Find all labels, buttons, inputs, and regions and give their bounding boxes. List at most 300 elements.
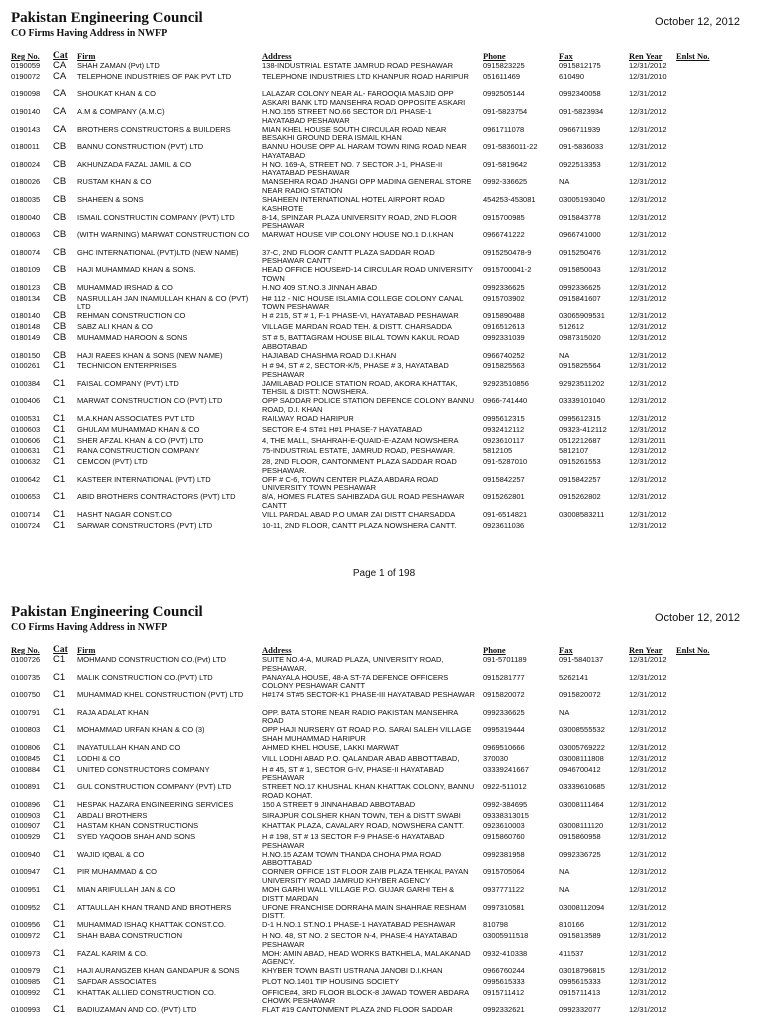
address-cell: H # 45, ST # 1, SECTOR G-IV, PHASE-II HAYATABAD PESHAWAR bbox=[262, 764, 444, 783]
category-cell: CA bbox=[53, 105, 67, 117]
ren-year-cell: 12/31/2012 bbox=[629, 782, 667, 792]
address-cell: 10-11, 2ND FLOOR, CANTT PLAZA NOWSHERA CANTT. bbox=[262, 520, 457, 530]
phone-cell: 0915703902 bbox=[483, 293, 525, 303]
phone-cell: 0915711412 bbox=[483, 987, 525, 997]
phone-cell: 0915700985 bbox=[483, 212, 525, 222]
table-row bbox=[0, 901, 768, 922]
report-subtitle: CO Firms Having Address in NWFP bbox=[11, 28, 168, 39]
ren-year-cell: 12/31/2012 bbox=[629, 457, 667, 467]
reg-no-cell: 0100979 bbox=[11, 966, 41, 976]
table-row bbox=[0, 519, 768, 533]
category-cell: C1 bbox=[53, 752, 66, 764]
reg-no-cell: 0100631 bbox=[11, 446, 41, 456]
table-row bbox=[0, 193, 768, 214]
firm-name-cell: INAYATULLAH KHAN AND CO bbox=[77, 742, 181, 752]
firm-name-cell: SHER AFZAL KHAN & CO (PVT) LTD bbox=[77, 435, 204, 445]
phone-cell: 0932412112 bbox=[483, 424, 525, 434]
category-cell: CB bbox=[53, 211, 67, 223]
firm-name-cell: BADIUZAMAN AND CO. (PVT) LTD bbox=[77, 1005, 197, 1015]
category-cell: C1 bbox=[53, 434, 66, 446]
reg-no-cell: 0100735 bbox=[11, 672, 41, 682]
fax-cell: NA bbox=[559, 177, 570, 187]
reg-no-cell: 0100907 bbox=[11, 821, 41, 831]
phone-cell: 0915281777 bbox=[483, 672, 525, 682]
phone-cell: 5812105 bbox=[483, 446, 513, 456]
category-cell: CB bbox=[53, 246, 67, 258]
address-cell: VILL LODHI ABAD P.O. QALANDAR ABAD ABBOTTABAD, bbox=[262, 753, 460, 763]
category-cell: C1 bbox=[53, 763, 66, 775]
address-cell: OPP. BATA STORE NEAR RADIO PAKISTAN MANSEHRA ROAD bbox=[262, 707, 458, 726]
fax-cell: 0915261553 bbox=[559, 457, 601, 467]
table-row bbox=[0, 362, 768, 380]
ren-year-cell: 12/31/2012 bbox=[629, 350, 667, 360]
phone-cell: 091-6514821 bbox=[483, 510, 528, 520]
phone-cell: 370030 bbox=[483, 753, 509, 763]
phone-cell: 09338313015 bbox=[483, 810, 529, 820]
table-row bbox=[0, 143, 768, 161]
category-cell: C1 bbox=[53, 671, 66, 683]
table-row bbox=[0, 266, 768, 284]
reg-no-cell: 0190098 bbox=[11, 89, 41, 99]
firm-name-cell: M.A.KHAN ASSOCIATES PVT LTD bbox=[77, 414, 195, 424]
category-cell: CA bbox=[53, 70, 67, 82]
firm-name-cell: FAISAL COMPANY (PVT) LTD bbox=[77, 378, 179, 388]
table-row bbox=[0, 211, 768, 232]
address-cell: MOH GARHI WALL VILLAGE P.O. GUJAR GARHI TEH & DISTT MARDAN bbox=[262, 884, 455, 903]
category-cell: C1 bbox=[53, 848, 66, 860]
phone-cell: 0915823225 bbox=[483, 61, 525, 70]
phone-cell: 92923510856 bbox=[483, 378, 529, 388]
category-cell: C1 bbox=[53, 947, 66, 959]
phone-cell: 0915700041-2 bbox=[483, 265, 532, 275]
phone-cell: 0992381958 bbox=[483, 849, 525, 859]
address-cell: TELEPHONE INDUSTRIES LTD KHANPUR ROAD HARIPUR bbox=[262, 71, 469, 81]
category-cell: C1 bbox=[53, 781, 66, 793]
firm-name-cell: SHAHEEN & SONS bbox=[77, 194, 144, 204]
reg-no-cell: 0100956 bbox=[11, 920, 41, 930]
fax-cell: 0915250476 bbox=[559, 247, 601, 257]
address-cell: CORNER OFFICE 1ST FLOOR ZAIB PLAZA TEHKAL PAYAN UNIVERSITY ROAD JAMRUD KHYBER AGENCY bbox=[262, 867, 469, 885]
table-row bbox=[0, 473, 768, 494]
firm-name-cell: WAJID IQBAL & CO bbox=[77, 849, 145, 859]
fax-cell: 03339101040 bbox=[559, 396, 605, 406]
firm-name-cell: PIR MUHAMMAD & CO bbox=[77, 867, 158, 877]
ren-year-cell: 12/31/2012 bbox=[629, 690, 667, 700]
category-cell: C1 bbox=[53, 929, 66, 941]
reg-no-cell: 0100714 bbox=[11, 510, 41, 520]
ren-year-cell: 12/31/2012 bbox=[629, 799, 667, 809]
table-row bbox=[0, 798, 768, 812]
fax-cell: NA bbox=[559, 884, 570, 894]
category-cell: C1 bbox=[53, 519, 66, 531]
reg-no-cell: 0190059 bbox=[11, 61, 41, 70]
fax-cell: 411537 bbox=[559, 948, 584, 958]
fax-cell: 091-5840137 bbox=[559, 655, 604, 664]
header-enlst-no: Enlst No. bbox=[676, 51, 710, 61]
fax-cell: 0915850043 bbox=[559, 265, 601, 275]
reg-no-cell: 0100972 bbox=[11, 930, 41, 940]
firm-name-cell: REHMAN CONSTRUCTION CO bbox=[77, 311, 186, 321]
fax-cell: 0915842257 bbox=[559, 474, 601, 484]
table-row bbox=[0, 706, 768, 727]
reg-no-cell: 0180134 bbox=[11, 293, 41, 303]
fax-cell: 03005193040 bbox=[559, 194, 605, 204]
reg-no-cell: 0180040 bbox=[11, 212, 41, 222]
ren-year-cell: 12/31/2012 bbox=[629, 987, 667, 997]
phone-cell: 0992332621 bbox=[483, 1005, 525, 1015]
address-cell: 150 A STREET 9 JINNAHABAD ABBOTABAD bbox=[262, 799, 416, 809]
report-date: October 12, 2012 bbox=[655, 16, 741, 28]
table-row bbox=[0, 123, 768, 144]
table-row bbox=[0, 246, 768, 267]
firm-name-cell: GHC INTERNATIONAL (PVT)LTD (NEW NAME) bbox=[77, 247, 239, 257]
table-row bbox=[0, 231, 768, 249]
address-cell: D-1 H.NO.1 ST.NO.1 PHASE-1 HAYATABAD PESHAWAR bbox=[262, 920, 456, 930]
category-cell: C1 bbox=[53, 986, 66, 998]
reg-no-cell: 0100896 bbox=[11, 799, 41, 809]
header-phone: Phone bbox=[483, 645, 506, 655]
table-row bbox=[0, 377, 768, 398]
table-row bbox=[0, 671, 768, 692]
fax-cell: 0992336625 bbox=[559, 282, 601, 292]
header-firm: Firm bbox=[77, 51, 96, 61]
address-cell: 138-INDUSTRIAL ESTATE JAMRUD ROAD PESHAWAR bbox=[262, 61, 454, 70]
ren-year-cell: 12/31/2012 bbox=[629, 332, 667, 342]
ren-year-cell: 12/31/2012 bbox=[629, 832, 667, 842]
ren-year-cell: 12/31/2012 bbox=[629, 106, 667, 116]
table-row bbox=[0, 726, 768, 744]
fax-cell: 92923511202 bbox=[559, 378, 605, 388]
address-cell: H # 215, ST # 1, F-1 PHASE-VI, HAYATABAD PESHAWAR bbox=[262, 311, 459, 321]
table-row bbox=[0, 158, 768, 179]
reg-no-cell: 0100653 bbox=[11, 492, 41, 502]
address-cell: OPP SADDAR POLICE STATION DEFENCE COLONY BANNU ROAD, D.I. KHAN bbox=[262, 396, 474, 415]
fax-cell: 03008583211 bbox=[559, 510, 605, 520]
reg-no-cell: 0100940 bbox=[11, 849, 41, 859]
fax-cell: 03008555532 bbox=[559, 725, 605, 735]
reg-no-cell: 0100806 bbox=[11, 742, 41, 752]
ren-year-cell: 12/31/2012 bbox=[629, 920, 667, 930]
fax-cell: 0922513353 bbox=[559, 159, 601, 169]
phone-cell: 091-5819642 bbox=[483, 159, 528, 169]
ren-year-cell: 12/31/2012 bbox=[629, 361, 667, 371]
phone-cell: 0915842257 bbox=[483, 474, 525, 484]
firm-name-cell: MUHAMMAD IRSHAD & CO bbox=[77, 282, 173, 292]
firm-name-cell: KASTEER INTERNATIONAL (PVT) LTD bbox=[77, 474, 211, 484]
fax-cell: 0915820072 bbox=[559, 690, 601, 700]
ren-year-cell: 12/31/2012 bbox=[629, 230, 667, 240]
address-cell: OFFICE#4, 3RD FLOOR BLOCK-8 JAWAD TOWER ABDARA CHOWK PESHAWAR bbox=[262, 987, 469, 1006]
ren-year-cell: 12/31/2012 bbox=[629, 655, 667, 664]
reg-no-cell: 0100985 bbox=[11, 976, 41, 986]
table-row bbox=[0, 70, 768, 91]
address-cell: MARWAT HOUSE VIP COLONY HOUSE NO.1 D.I.KHAN bbox=[262, 230, 454, 240]
category-cell: CB bbox=[53, 331, 67, 343]
fax-cell: 0512212687 bbox=[559, 435, 601, 445]
table-row bbox=[0, 331, 768, 352]
address-cell: OPP HAJI NURSERY GT ROAD P.O. SARAI SALEH VILLAGE SHAH MUHAMMAD HARIPUR bbox=[262, 725, 472, 743]
ren-year-cell: 12/31/2012 bbox=[629, 378, 667, 388]
header-cat: Cat bbox=[53, 645, 68, 655]
reg-no-cell: 0190140 bbox=[11, 106, 41, 116]
phone-cell: 0915825563 bbox=[483, 361, 525, 371]
firm-name-cell: CEMCON (PVT) LTD bbox=[77, 457, 148, 467]
reg-no-cell: 0180150 bbox=[11, 350, 41, 360]
ren-year-cell: 12/31/2012 bbox=[629, 976, 667, 986]
table-row bbox=[0, 397, 768, 415]
firm-name-cell: SHAH BABA CONSTRUCTION bbox=[77, 930, 183, 940]
ren-year-cell: 12/31/2012 bbox=[629, 89, 667, 99]
ren-year-cell: 12/31/2011 bbox=[629, 435, 666, 445]
reg-no-cell: 0180074 bbox=[11, 247, 41, 257]
phone-cell: 0966-741440 bbox=[483, 396, 528, 406]
ren-year-cell: 12/31/2012 bbox=[629, 520, 667, 530]
firm-name-cell: A.M & COMPANY (A.M.C) bbox=[77, 106, 165, 116]
fax-cell: 810166 bbox=[559, 920, 585, 930]
firm-name-cell: FAZAL KARIM & CO. bbox=[77, 948, 148, 958]
reg-no-cell: 0100406 bbox=[11, 396, 41, 406]
phone-cell: 0995319444 bbox=[483, 725, 525, 735]
fax-cell: 091-5823934 bbox=[559, 106, 604, 116]
ren-year-cell: 12/31/2012 bbox=[629, 474, 667, 484]
header-ren-year: Ren Year bbox=[629, 51, 663, 61]
ren-year-cell: 12/31/2012 bbox=[629, 930, 667, 940]
address-cell: OFF # C-6, TOWN CENTER PLAZA ABDARA ROAD UNIVERSITY TOWN PESHAWAR bbox=[262, 474, 439, 493]
phone-cell: 03005911518 bbox=[483, 930, 529, 940]
address-cell: SECTOR E-4 ST#1 H#1 PHASE-7 HAYATABAD bbox=[262, 424, 423, 434]
reg-no-cell: 0100384 bbox=[11, 378, 41, 388]
phone-cell: 0923610117 bbox=[483, 435, 525, 445]
header-cat: Cat bbox=[53, 51, 68, 61]
phone-cell: 0997310581 bbox=[483, 902, 525, 912]
phone-cell: 0915820072 bbox=[483, 690, 525, 700]
phone-cell: 454253-453081 bbox=[483, 194, 536, 204]
phone-cell: 0923610003 bbox=[483, 821, 525, 831]
firm-name-cell: MALIK CONSTRUCTION CO.(PVT) LTD bbox=[77, 672, 213, 682]
category-cell: CB bbox=[53, 229, 67, 241]
fax-cell: 0992332077 bbox=[559, 1005, 601, 1015]
firm-name-cell: HAJI MUHAMMAD KHAN & SONS. bbox=[77, 265, 196, 275]
fax-cell: NA bbox=[559, 350, 570, 360]
category-cell: C1 bbox=[53, 654, 66, 665]
phone-cell: 0995612315 bbox=[483, 414, 525, 424]
firm-name-cell: KHATTAK ALLIED CONSTRUCTION CO. bbox=[77, 987, 216, 997]
table-row bbox=[0, 883, 768, 904]
reg-no-cell: 0100791 bbox=[11, 707, 41, 717]
category-cell: C1 bbox=[53, 798, 66, 810]
firm-name-cell: (WITH WARNING) MARWAT CONSTRUCTION CO bbox=[77, 230, 250, 240]
address-cell: JAMILABAD POLICE STATION ROAD, AKORA KHATTAK, TEHSIL & DISTT: NOWSHERA. bbox=[262, 378, 458, 397]
ren-year-cell: 12/31/2012 bbox=[629, 212, 667, 222]
header-reg-no: Reg No. bbox=[11, 51, 40, 61]
phone-cell: 091-5823754 bbox=[483, 106, 528, 116]
phone-cell: 0992331039 bbox=[483, 332, 525, 342]
phone-cell: 0961711078 bbox=[483, 124, 525, 134]
phone-cell: 0992-336625 bbox=[483, 177, 528, 187]
header-phone: Phone bbox=[483, 51, 506, 61]
category-cell: C1 bbox=[53, 509, 66, 521]
ren-year-cell: 12/31/2012 bbox=[629, 492, 667, 502]
phone-cell: 0923611036 bbox=[483, 520, 525, 530]
reg-no-cell: 0180149 bbox=[11, 332, 41, 342]
fax-cell: 0992336725 bbox=[559, 849, 601, 859]
firm-name-cell: HASHT NAGAR CONST.CO bbox=[77, 510, 172, 520]
firm-name-cell: RUSTAM KHAN & CO bbox=[77, 177, 152, 187]
category-cell: C1 bbox=[53, 831, 66, 843]
reg-no-cell: 0100642 bbox=[11, 474, 41, 484]
fax-cell: 5812107 bbox=[559, 446, 589, 456]
category-cell: CA bbox=[53, 60, 67, 71]
category-cell: CB bbox=[53, 349, 67, 361]
report-page-2 bbox=[0, 600, 768, 1024]
table-row bbox=[0, 868, 768, 886]
firm-name-cell: HASTAM KHAN CONSTRUCTIONS bbox=[77, 821, 199, 831]
header-address: Address bbox=[262, 645, 292, 655]
firm-name-cell: SARWAR CONSTRUCTORS (PVT) LTD bbox=[77, 520, 213, 530]
ren-year-cell: 12/31/2012 bbox=[629, 672, 667, 682]
ren-year-cell: 12/31/2012 bbox=[629, 311, 667, 321]
fax-cell: 0966741000 bbox=[559, 230, 601, 240]
phone-cell: 0992-384695 bbox=[483, 799, 528, 809]
ren-year-cell: 12/31/2012 bbox=[629, 948, 667, 958]
reg-no-cell: 0180063 bbox=[11, 230, 41, 240]
reg-no-cell: 0100724 bbox=[11, 520, 41, 530]
category-cell: C1 bbox=[53, 689, 66, 701]
phone-cell: 051611469 bbox=[483, 71, 520, 81]
address-cell: BANNU HOUSE OPP AL HARAM TOWN RING ROAD NEAR HAYATABAD bbox=[262, 142, 467, 160]
table-row bbox=[0, 90, 768, 108]
firm-name-cell: HESPAK HAZARA ENGINEERING SERVICES bbox=[77, 799, 234, 809]
category-cell: C1 bbox=[53, 724, 66, 736]
category-cell: C1 bbox=[53, 456, 66, 468]
category-cell: C1 bbox=[53, 445, 66, 457]
reg-no-cell: 0100603 bbox=[11, 424, 41, 434]
firm-name-cell: MARWAT CONSTRUCTION CO (PVT) LTD bbox=[77, 396, 223, 406]
ren-year-cell: 12/31/2012 bbox=[629, 194, 667, 204]
address-cell: HEAD OFFICE HOUSE#D-14 CIRCULAR ROAD UNIVERSITY TOWN bbox=[262, 265, 473, 283]
firm-name-cell: ABDALI BROTHERS bbox=[77, 810, 148, 820]
ren-year-cell: 12/31/2012 bbox=[629, 293, 667, 303]
org-title: Pakistan Engineering Council bbox=[11, 10, 203, 26]
category-cell: C1 bbox=[53, 473, 66, 485]
table-row bbox=[0, 763, 768, 784]
address-cell: LALAZAR COLONY NEAR AL- FAROOQIA MASJID OPP ASKARI BANK LTD MANSEHRA ROAD OPPOSITE ASKARI bbox=[262, 89, 466, 107]
header-address: Address bbox=[262, 51, 292, 61]
ren-year-cell: 12/31/2012 bbox=[629, 177, 667, 187]
table-row bbox=[0, 947, 768, 968]
report-date: October 12, 2012 bbox=[655, 612, 741, 624]
category-cell: C1 bbox=[53, 360, 66, 372]
firm-name-cell: ATTAULLAH KHAN TRAND AND BROTHERS bbox=[77, 902, 232, 912]
firm-name-cell: BANNU CONSTRUCTION (PVT) LTD bbox=[77, 142, 204, 152]
ren-year-cell: 12/31/2012 bbox=[629, 810, 667, 820]
ren-year-cell: 12/31/2012 bbox=[629, 247, 667, 257]
page-number: Page 1 of 198 bbox=[352, 568, 416, 579]
header-firm: Firm bbox=[77, 645, 96, 655]
fax-cell: 0992340058 bbox=[559, 89, 601, 99]
reg-no-cell: 0190143 bbox=[11, 124, 41, 134]
header-fax: Fax bbox=[559, 51, 573, 61]
fax-cell: 0915711413 bbox=[559, 987, 601, 997]
fax-cell: 0946700412 bbox=[559, 764, 601, 774]
fax-cell: 0915812175 bbox=[559, 61, 601, 70]
fax-cell: NA bbox=[559, 707, 570, 717]
address-cell: H NO. 169-A, STREET NO. 7 SECTOR J-1, PHASE-II HAYATABAD PESHAWAR bbox=[262, 159, 443, 178]
address-cell: HAJIABAD CHASHMA ROAD D.I.KHAN bbox=[262, 350, 397, 360]
table-row bbox=[0, 691, 768, 709]
ren-year-cell: 12/31/2012 bbox=[629, 902, 667, 912]
phone-cell: 0915890488 bbox=[483, 311, 525, 321]
reg-no-cell: 0100606 bbox=[11, 435, 41, 445]
reg-no-cell: 0100992 bbox=[11, 987, 41, 997]
header-enlst-no: Enlst No. bbox=[676, 645, 710, 655]
address-cell: PLOT NO.1401 TIP HOUSING SOCIETY bbox=[262, 976, 400, 986]
phone-cell: 0966740252 bbox=[483, 350, 525, 360]
phone-cell: 0995615333 bbox=[483, 976, 525, 986]
address-cell: 8-14, SPINZAR PLAZA UNIVERSITY ROAD, 2ND FLOOR PESHAWAR bbox=[262, 212, 457, 231]
category-cell: C1 bbox=[53, 901, 66, 913]
phone-cell: 0992505144 bbox=[483, 89, 525, 99]
phone-cell: 0969510666 bbox=[483, 742, 525, 752]
fax-cell: 0915841607 bbox=[559, 293, 601, 303]
ren-year-cell: 12/31/2012 bbox=[629, 282, 667, 292]
phone-cell: 0966741222 bbox=[483, 230, 525, 240]
category-cell: C1 bbox=[53, 1004, 66, 1016]
fax-cell: 0915843778 bbox=[559, 212, 601, 222]
address-cell: H.NO.155 STREET NO.66 SECTOR D/1 PHASE-1 HAYATABAD PESHAWAR bbox=[262, 106, 432, 125]
ren-year-cell: 12/31/2012 bbox=[629, 396, 667, 406]
category-cell: C1 bbox=[53, 965, 66, 977]
firm-name-cell: MUHAMMAD KHEL CONSTRUCTION (PVT) LTD bbox=[77, 690, 244, 700]
ren-year-cell: 12/31/2012 bbox=[629, 966, 667, 976]
fax-cell: 09323-412112 bbox=[559, 424, 607, 434]
firm-name-cell: MUHAMMAD ISHAQ KHATTAK CONST.CO. bbox=[77, 920, 226, 930]
address-cell: VILLAGE MARDAN ROAD TEH. & DISTT. CHARSADDA bbox=[262, 322, 452, 332]
fax-cell: 0915262802 bbox=[559, 492, 601, 502]
firm-name-cell: RAJA ADALAT KHAN bbox=[77, 707, 149, 717]
fax-cell: 03339610685 bbox=[559, 782, 605, 792]
fax-cell: 03018796815 bbox=[559, 966, 605, 976]
fax-cell: 03065909531 bbox=[559, 311, 605, 321]
phone-cell: 03339241667 bbox=[483, 764, 529, 774]
firm-name-cell: UNITED CONSTRUCTORS COMPANY bbox=[77, 764, 210, 774]
reg-no-cell: 0100973 bbox=[11, 948, 41, 958]
reg-no-cell: 0100726 bbox=[11, 655, 41, 664]
table-row bbox=[0, 986, 768, 1007]
address-cell: H# 112 - NIC HOUSE ISLAMIA COLLEGE COLONY CANAL TOWN PESHAWAR bbox=[262, 293, 464, 312]
phone-cell: 091-5836011-22 bbox=[483, 142, 538, 152]
fax-cell: 03008111120 bbox=[559, 821, 604, 831]
address-cell: 28, 2ND FLOOR, CANTONMENT PLAZA SADDAR ROAD PESHAWAR. bbox=[262, 457, 457, 475]
table-row bbox=[0, 752, 768, 766]
address-cell: MOH: AMIN ABAD, HEAD WORKS BATKHELA, MALAKANAD AGENCY. bbox=[262, 948, 471, 967]
fax-cell: 0966711939 bbox=[559, 124, 601, 134]
ren-year-cell: 12/31/2012 bbox=[629, 742, 667, 752]
phone-cell: 0916512613 bbox=[483, 322, 525, 332]
phone-cell: 810798 bbox=[483, 920, 509, 930]
address-cell: UFONE FRANCHISE DORRAHA MAIN SHAHRAE RESHAM DISTT. bbox=[262, 902, 467, 921]
ren-year-cell: 12/31/2012 bbox=[629, 849, 667, 859]
firm-table bbox=[0, 656, 768, 1017]
category-cell: CB bbox=[53, 176, 67, 188]
firm-name-cell: LODHI & CO bbox=[77, 753, 121, 763]
table-row bbox=[0, 848, 768, 869]
reg-no-cell: 0100261 bbox=[11, 361, 41, 371]
phone-cell: 0932-410338 bbox=[483, 948, 528, 958]
address-cell: SUITE NO.4-A, MURAD PLAZA, UNIVERSITY ROAD, PESHAWAR. bbox=[262, 655, 444, 673]
address-cell: H.NO.15 AZAM TOWN THANDA CHOHA PMA ROAD ABBOTTABAD bbox=[262, 849, 442, 868]
fax-cell: 5262141 bbox=[559, 672, 589, 682]
